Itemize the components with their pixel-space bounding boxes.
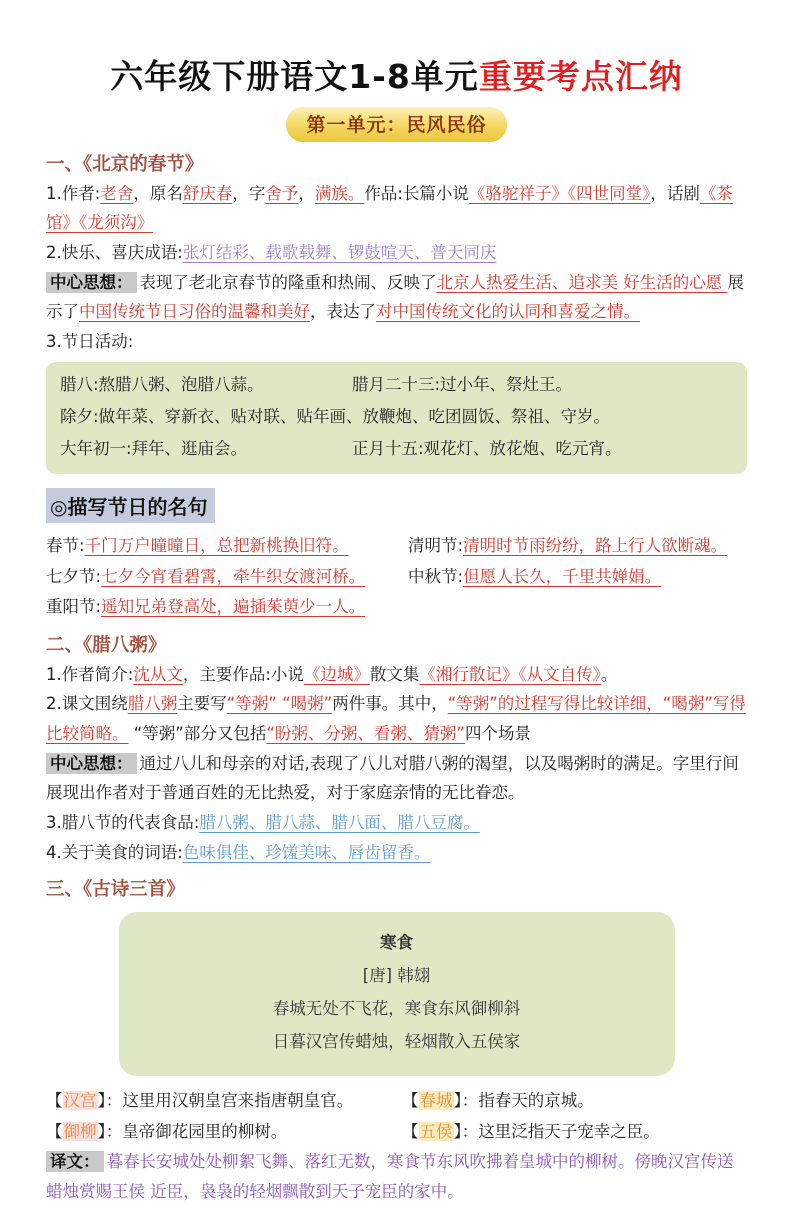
text-run-plain: 】：这里用汉朝皇宫来指唐朝皇官。 (97, 1091, 354, 1111)
section-3-heading: 三、《古诗三首》 (46, 879, 185, 901)
quote-qingmingjie (408, 531, 747, 562)
text-run-r: 七夕今宵看碧霄，牵牛织女渡河桥。 (101, 566, 366, 586)
unit-badge: 第一单元：民风民俗 (286, 107, 506, 142)
text-run-plain: 1.作者简介: (46, 664, 134, 684)
text-run-plain: 腊八:熬腊八粥、泡腊八蒜。 (60, 374, 264, 394)
festival-row-2 (60, 401, 733, 433)
text-run-r: “盼粥、分粥、看粥、猜粥” (266, 724, 465, 743)
text-run-plain: 【 (402, 1091, 419, 1111)
notes-row-1 (46, 1086, 747, 1117)
page-title-black: 六年级下册语文1-8单元 (110, 57, 479, 96)
quotes-row-1 (46, 531, 747, 562)
text-run-plain: ，原名 (133, 183, 183, 203)
text-run-plain: ，主要作品:小说 (182, 664, 304, 684)
section-1-activities-label (46, 327, 747, 357)
quotes-row-2 (46, 562, 747, 593)
festival-activities-box (46, 362, 747, 475)
poem-line-2: 日暮汉宫传蜡烛，轻烟散入五侯家 (272, 1032, 521, 1052)
text-run-plain: 3.节日活动: (46, 332, 134, 352)
section-2-theme-paragraph (46, 749, 747, 808)
text-run-oy: 春城 (419, 1091, 453, 1111)
section-2-heading: 二、《腊八粥》 (46, 634, 167, 656)
text-run-r: 沈从文 (133, 664, 183, 684)
festival-row-1 (60, 369, 733, 401)
text-run-plain: 1.作者: (46, 183, 101, 203)
text-run-r: 《骆驼祥子》《四世同堂》 (468, 183, 651, 203)
text-run-r: 遥知兄弟登高处，遍插茱萸少一人。 (101, 597, 366, 617)
text-run-op: 汉宫 (63, 1091, 97, 1111)
text-run-plain: 3.腊八节的代表食品: (46, 813, 200, 833)
text-run-plain: 散文集 (369, 664, 420, 684)
section-2-food-paragraph (46, 808, 747, 838)
text-run-vio: 暮春长安城处处柳絮飞舞、落红无数，寒食节东风吹拂着皇城中的柳树。傍晚汉宫传送蜡烛赏赐王侯 近臣，袅袅的轻烟飘散到天子宠臣的家中。 (46, 1152, 734, 1201)
text-run-b: 腊八粥、腊八蒜、腊八面、腊八豆腐。 (199, 813, 480, 833)
quote-chunjie (46, 531, 408, 562)
text-run-r: “等粥”的过程写得比较详细，“喝粥”写得比较简略。 (46, 694, 746, 743)
text-run-r: 千门万户曈曈日，总把新桃换旧符。 (84, 536, 349, 556)
text-run-r: 舒庆春 (182, 183, 233, 203)
text-run-r: 《湘行散记》《从文自传》 (419, 664, 601, 684)
text-run-plain: 】：这里泛指天子宠幸之臣。 (453, 1121, 660, 1141)
section-2-words-paragraph (46, 838, 747, 868)
text-run-plain: 清明节: (408, 536, 464, 556)
text-run-plain: 中秋节: (408, 566, 464, 586)
section-2-content-paragraph (46, 689, 747, 748)
poem-author: [唐] 韩翃 (362, 966, 431, 986)
text-run-plain: 四个场景 (464, 724, 531, 743)
text-run-plain: 2.课文围绕 (46, 694, 128, 714)
text-run-p: 张灯结彩、载歌载舞、锣鼓喧天、普天同庆 (182, 243, 497, 263)
text-run-r: 老舍 (100, 183, 134, 203)
text-run-plain: 】：指春天的京城。 (453, 1091, 594, 1111)
text-run-r: 《边城》 (303, 664, 370, 684)
text-run-plain: 】：皇帝御花园里的柳树。 (97, 1121, 288, 1141)
note-chuncheng (402, 1086, 747, 1117)
page-title-red: 重要考点汇纳 (478, 57, 683, 96)
festival-row-3 (60, 433, 733, 465)
quotes-header-row (46, 488, 747, 523)
text-run-plain: 春节: (46, 536, 85, 556)
text-run-plain: ，表达了 (310, 302, 376, 322)
text-run-r: 北京人热爱生活、追求美 好生活的心愿 (436, 272, 728, 292)
text-run-plain: 主要写 (177, 694, 227, 714)
text-run-r: 对中国传统文化的认同和喜爱之情。 (376, 302, 640, 322)
note-wuhou (402, 1117, 747, 1148)
text-run-r: 《茶馆》《龙须沟》 (46, 183, 733, 233)
text-run-plain: 重阳节: (46, 597, 102, 617)
text-run-plain: 正月十五:观花灯、放花炮、吃元宵。 (352, 439, 622, 459)
text-run-plain: 4.关于美食的词语: (46, 842, 183, 862)
unit-badge-row (46, 107, 747, 142)
text-run-plain: 大年初一:拜年、逛庙会。 (60, 439, 248, 459)
note-yuliu (46, 1117, 402, 1148)
text-run-op: 御柳 (63, 1121, 97, 1141)
text-run-label: 中心思想： (46, 753, 137, 774)
text-run-plain: 【 (46, 1121, 63, 1141)
text-run-plain: 通过八儿和母亲的对话,表现了八儿对腊八粥的渴望，以及喝粥时的满足。字里行间展现出作者对于普通百姓的无比热爱，对于家庭亲情的无比眷恋。 (46, 753, 739, 803)
text-run-oy: 五侯 (419, 1121, 453, 1141)
text-run-plain: 2.快乐、喜庆成语: (46, 243, 183, 263)
text-run-r: 但愿人长久，千里共婵娟。 (463, 566, 662, 586)
poem-notes (46, 1086, 747, 1147)
text-run-r: 中国传统节日习俗的温馨和美好 (79, 302, 310, 322)
section-2-author-paragraph (46, 660, 747, 690)
text-run-plain: 展示了 (46, 272, 744, 322)
text-run-plain: 除夕:做年菜、穿新衣、贴对联、贴年画、放鞭炮、吃团圆饭、祭祖、守岁。 (60, 406, 611, 426)
quotes-heading: ◎描写节日的名句 (46, 488, 215, 523)
text-run-plain: 。 (600, 664, 618, 684)
text-run-plain: ，字 (232, 183, 266, 203)
festival-laba (60, 369, 352, 401)
page-title (46, 58, 747, 96)
text-run-b: 色味俱佳、珍馐美味、唇齿留香。 (182, 842, 431, 862)
poem-line-1: 春城无处不飞花，寒食东风御柳斜 (272, 999, 521, 1019)
poem-title: 寒食 (380, 933, 413, 953)
quote-chongyangjie (46, 592, 365, 623)
quote-qixijie (46, 562, 408, 593)
text-run-plain: 【 (402, 1121, 419, 1141)
text-run-plain: 腊月二十三:过小年、祭灶王。 (352, 374, 573, 394)
text-run-r: “等粥” “喝粥” (226, 694, 333, 714)
note-hangong (46, 1086, 402, 1117)
festival-danianchuyi (60, 433, 352, 465)
text-run-plain: “等粥”部分又包括 (128, 724, 267, 743)
festival-chuxi (60, 401, 610, 433)
text-run-plain: 七夕节: (46, 566, 102, 586)
text-run-r: 腊八粥 (127, 694, 178, 714)
poem-box (119, 912, 675, 1076)
text-run-plain: 两件事。其中， (332, 694, 448, 714)
section-1-idioms-paragraph (46, 238, 747, 268)
section-1-heading: 一、《北京的春节》 (46, 153, 204, 175)
section-1-theme-paragraph (46, 268, 747, 327)
text-run-label: 译文： (46, 1151, 104, 1172)
festival-zhengyue15 (352, 433, 733, 465)
quotes-row-3 (46, 592, 747, 623)
notes-row-2 (46, 1117, 747, 1148)
poem-translation-paragraph (46, 1147, 747, 1206)
text-run-r: 舍予 (265, 183, 299, 203)
quote-zhongqiujie (408, 562, 747, 593)
text-run-plain: 【 (46, 1091, 63, 1111)
section-1-author-paragraph (46, 179, 747, 238)
text-run-r: 清明时节雨纷纷，路上行人欲断魂。 (463, 536, 728, 556)
text-run-label: 中心思想： (46, 272, 137, 293)
text-run-plain: 表现了老北京春节的隆重和热闹、反映了 (139, 272, 437, 292)
text-run-plain: 作品:长篇小说 (364, 183, 469, 203)
text-run-plain: ，话剧 (650, 183, 700, 203)
festival-layue23 (352, 369, 733, 401)
text-run-plain: ， (298, 183, 315, 203)
text-run-r: 满族。 (314, 183, 365, 203)
